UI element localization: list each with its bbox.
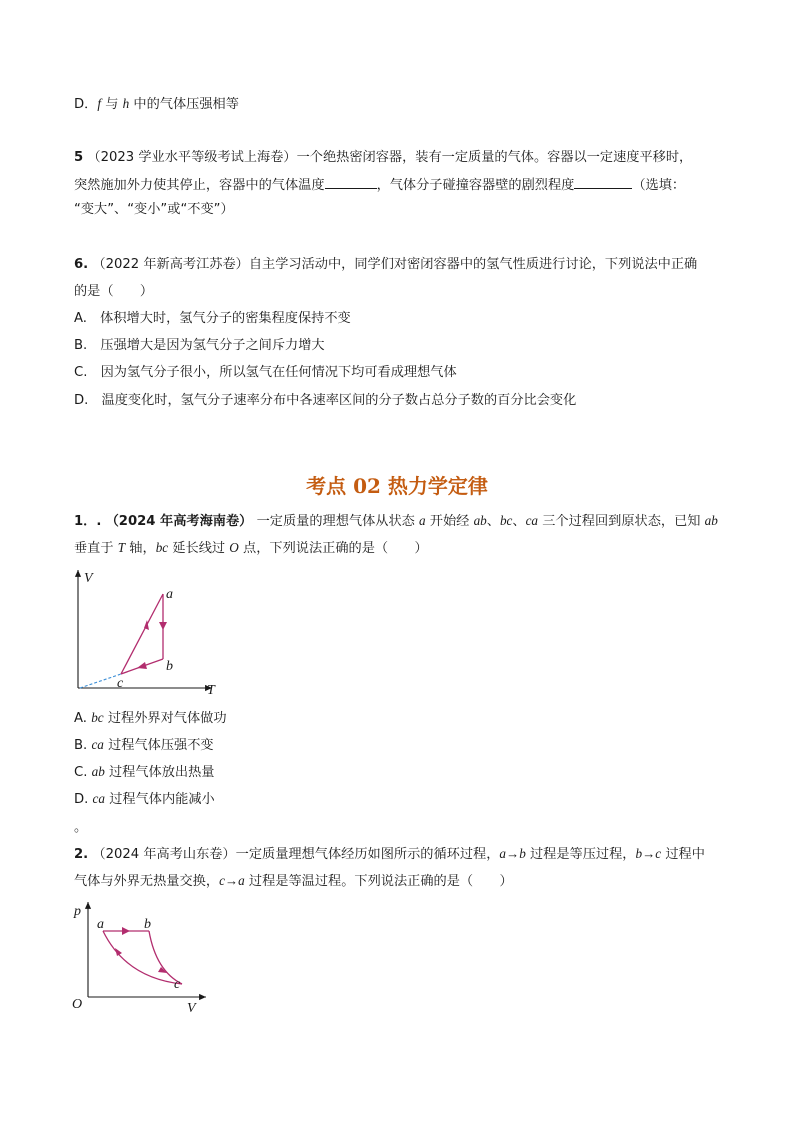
vt-label-t: T [207,683,215,698]
prev-option-d: D．f 与 h 中的气体压强相等 [74,96,239,112]
pv-label-p: p [74,904,81,919]
fill-blank-temperature[interactable] [325,174,377,189]
pv-label-o: O [72,997,83,1012]
pv-diagram [60,896,220,1021]
s2q1-option-d[interactable]: D. ca 过程气体内能减小 [74,791,215,807]
vt-diagram [60,562,230,702]
pv-arrow-ab [122,927,130,935]
q6-option-a[interactable]: A. 体积增大时，氢气分子的密集程度保持不变 [74,311,351,326]
q6-line-1: 6. （2022 年新高考江苏卷）自主学习活动中，同学们对密闭容器中的氢气性质进行讨论，下列说法中正确 [74,257,698,272]
s2q1-option-c[interactable]: C. ab 过程气体放出热量 [74,764,215,780]
s2q1-option-b[interactable]: B. ca 过程气体压强不变 [74,737,214,753]
pv-label-a: a [97,917,104,932]
s2q1-line-2: 垂直于 T 轴，bc 延长线过 O 点，下列说法正确的是（ ） [74,540,428,556]
q6-line-2: 的是（ ） [74,284,154,299]
q5-line-1: 5 （2023 学业水平等级考试上海卷）一个绝热密闭容器，装有一定质量的气体。容器以一定速度平移时， [74,150,693,165]
pv-label-c: c [174,977,181,992]
vt-label-a: a [166,587,173,602]
pv-label-v: V [187,1001,196,1016]
vt-arrow-ab [159,622,167,630]
vt-label-b: b [166,659,173,674]
vt-extension-dashed [80,674,121,688]
q5-line-2: 突然施加外力使其停止，容器中的气体温度 ，气体分子碰撞容器壁的剧烈程度 （选填： [74,174,685,196]
vt-path-ca [121,594,163,674]
fill-blank-intensity[interactable] [574,174,632,189]
trailing-mark: 。 [74,820,88,835]
pv-label-b: b [144,917,151,932]
q6-option-b[interactable]: B. 压强增大是因为氢气分子之间斥力增大 [74,338,325,353]
s2q2-line-2: 气体与外界无热量交换，c→a 过程是等温过程。下列说法正确的是（ ） [74,873,513,889]
s2q1-option-a[interactable]: A. bc 过程外界对气体做功 [74,710,227,726]
q5-line-3: “变大”、“变小”或“不变”） [74,202,234,217]
vt-arrow-bc [137,662,147,669]
pv-arrow-ca [115,948,122,956]
s2q2-line-1: 2. （2024 年高考山东卷）一定质量理想气体经历如图所示的循环过程，a→b 过程是等压过程，b→c 过程中 [74,846,705,862]
section-title: 考点 02 热力学定律 [306,474,488,498]
s2q1-line-1: 1．. （2024 年高考海南卷） 一定质量的理想气体从状态 a 开始经 ab、bc、ca 三个过程回到原状态，已知 ab [74,513,718,529]
vt-label-v: V [84,571,93,586]
vt-label-c: c [117,676,124,691]
q6-option-c[interactable]: C. 因为氢气分子很小，所以氢气在任何情况下均可看成理想气体 [74,365,457,380]
q6-option-d[interactable]: D. 温度变化时，氢气分子速率分布中各速率区间的分子数占总分子数的百分比会变化 [74,393,577,408]
